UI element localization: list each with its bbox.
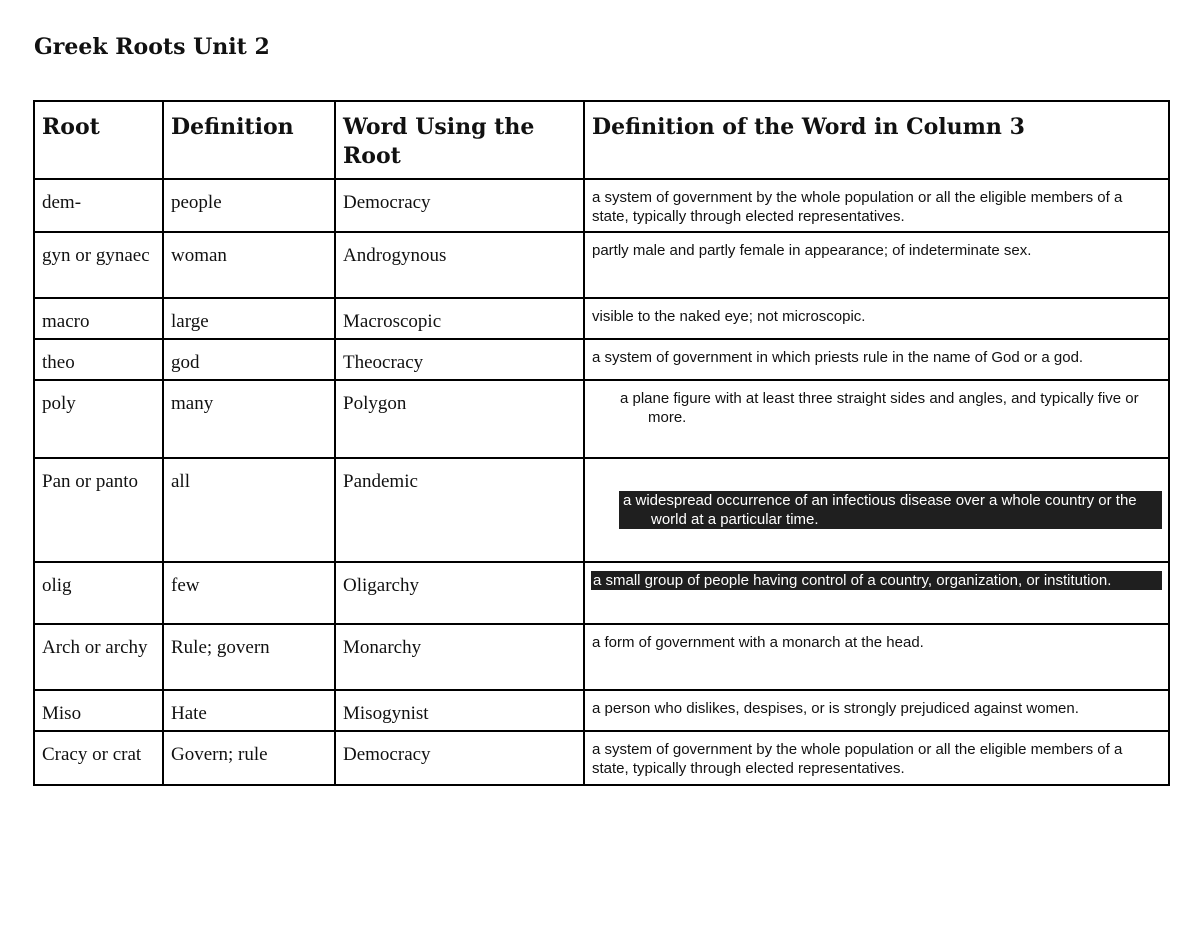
table-row bbox=[34, 380, 1169, 458]
cell-word: Androgynous bbox=[335, 232, 584, 298]
header-definition: Definition bbox=[163, 101, 335, 179]
header-root: Root bbox=[34, 101, 163, 179]
cell-word-definition: visible to the naked eye; not microscopic. bbox=[584, 298, 1169, 339]
table-row bbox=[34, 339, 1169, 380]
cell-root: poly bbox=[34, 380, 163, 458]
cell-word: Theocracy bbox=[335, 339, 584, 380]
greek-roots-table bbox=[33, 100, 1170, 786]
cell-word: Oligarchy bbox=[335, 562, 584, 624]
cell-root: gyn or gynaec bbox=[34, 232, 163, 298]
cell-definition: few bbox=[163, 562, 335, 624]
cell-word-definition: a system of government by the whole population or all the eligible members of a state, typically through elected representatives. bbox=[584, 179, 1169, 232]
cell-root: Miso bbox=[34, 690, 163, 731]
cell-definition: all bbox=[163, 458, 335, 562]
cell-root: dem- bbox=[34, 179, 163, 232]
cell-root: olig bbox=[34, 562, 163, 624]
table-row bbox=[34, 298, 1169, 339]
cell-definition: god bbox=[163, 339, 335, 380]
cell-definition: Rule; govern bbox=[163, 624, 335, 690]
table-row bbox=[34, 624, 1169, 690]
cell-word: Misogynist bbox=[335, 690, 584, 731]
table-row bbox=[34, 731, 1169, 785]
table-row bbox=[34, 690, 1169, 731]
table-row bbox=[34, 562, 1169, 624]
header-word: Word Using the Root bbox=[335, 101, 584, 179]
table-row bbox=[34, 458, 1169, 562]
cell-definition: Hate bbox=[163, 690, 335, 731]
cell-definition: Govern; rule bbox=[163, 731, 335, 785]
header-word-definition: Definition of the Word in Column 3 bbox=[584, 101, 1169, 179]
cell-root: Cracy or crat bbox=[34, 731, 163, 785]
cell-root: theo bbox=[34, 339, 163, 380]
cell-word-definition bbox=[584, 380, 1169, 458]
cell-word: Pandemic bbox=[335, 458, 584, 562]
highlighted-definition: a small group of people having control of a country, organization, or institution. bbox=[591, 571, 1162, 590]
header-row bbox=[34, 101, 1169, 179]
cell-definition: many bbox=[163, 380, 335, 458]
cell-definition: large bbox=[163, 298, 335, 339]
cell-word: Democracy bbox=[335, 179, 584, 232]
table-row bbox=[34, 179, 1169, 232]
cell-definition: people bbox=[163, 179, 335, 232]
cell-word: Macroscopic bbox=[335, 298, 584, 339]
cell-word: Democracy bbox=[335, 731, 584, 785]
cell-word-definition: a system of government by the whole population or all the eligible members of a state, typically through elected representatives. bbox=[584, 731, 1169, 785]
cell-word: Monarchy bbox=[335, 624, 584, 690]
cell-root: Pan or panto bbox=[34, 458, 163, 562]
page-title: Greek Roots Unit 2 bbox=[34, 34, 270, 60]
highlighted-definition: a widespread occurrence of an infectious disease over a whole country or the world at a particular time. bbox=[619, 491, 1162, 529]
table-row bbox=[34, 232, 1169, 298]
cell-word-definition: a system of government in which priests rule in the name of God or a god. bbox=[584, 339, 1169, 380]
cell-word-definition bbox=[584, 562, 1169, 624]
cell-root: Arch or archy bbox=[34, 624, 163, 690]
cell-word: Polygon bbox=[335, 380, 584, 458]
cell-word-definition bbox=[584, 458, 1169, 562]
cell-word-definition: partly male and partly female in appearance; of indeterminate sex. bbox=[584, 232, 1169, 298]
word-definition-text: a plane figure with at least three straight sides and angles, and typically five or more. bbox=[620, 390, 1139, 426]
cell-word-definition: a form of government with a monarch at the head. bbox=[584, 624, 1169, 690]
cell-definition: woman bbox=[163, 232, 335, 298]
cell-word-definition: a person who dislikes, despises, or is strongly prejudiced against women. bbox=[584, 690, 1169, 731]
cell-root: macro bbox=[34, 298, 163, 339]
